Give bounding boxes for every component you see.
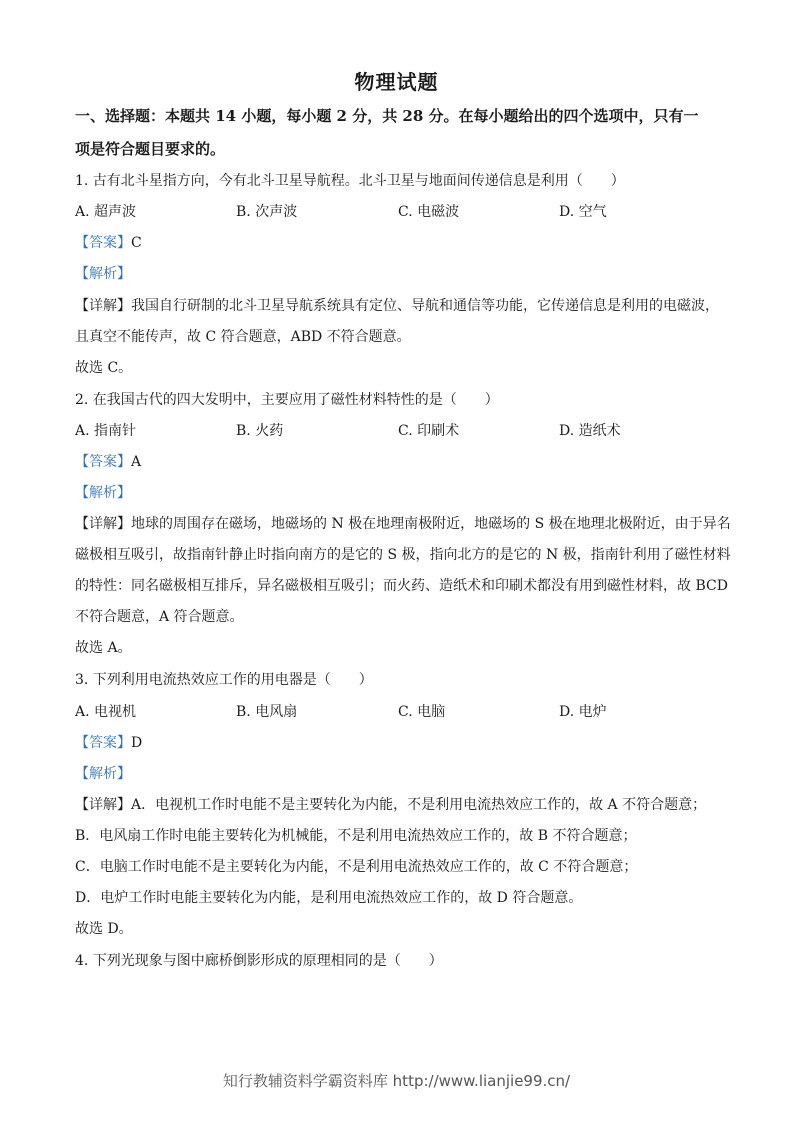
q1-detail-line1 — [75, 296, 725, 316]
section-heading-line1: 一、选择题：本题共 14 小题，每小题 2 分，共 28 分。在每小题给出的四个选项中，只有一 — [75, 107, 699, 125]
q3-analysis-tag: 【解析】 — [75, 766, 131, 782]
q2-stem: 2. 在我国古代的四大发明中，主要应用了磁性材料特性的是（ ） — [75, 392, 499, 408]
q2-detail-line3: 的特性：同名磁极相互排斥，异名磁极相互吸引；而火药、造纸术和印刷术都没有用到磁性材料，故 BCD — [75, 578, 728, 594]
detail-tag: 【详解】 — [75, 298, 131, 314]
q3-detail-line3: C．电脑工作时电能不是主要转化为内能，不是利用电流热效应工作的，故 C 不符合题意； — [75, 859, 638, 875]
answer-tag: 【答案】 — [75, 235, 131, 251]
q2-detail-line1 — [75, 514, 731, 534]
q2-detail-line2: 磁极相互吸引，故指南针静止时指向南方的是它的 S 极，指向北方的是它的 N 极，指南针利用了磁性材料 — [75, 547, 731, 563]
q2-answer-value: A — [131, 454, 142, 470]
q1-stem: 1. 古有北斗星指方向，今有北斗卫星导航程。北斗卫星与地面间传递信息是利用（ ） — [75, 173, 625, 189]
q1-conclusion: 故选 C。 — [75, 360, 133, 376]
q3-option-a: A. 电视机 — [75, 704, 137, 720]
q1-option-b: B. 次声波 — [236, 204, 298, 220]
q1-option-c: C. 电磁波 — [398, 204, 460, 220]
q3-detail-line1 — [75, 795, 725, 815]
q1-option-a: A. 超声波 — [75, 204, 137, 220]
q3-detail-line2: B．电风扇工作时电能主要转化为机械能，不是利用电流热效应工作的，故 B 不符合题意； — [75, 828, 637, 844]
q2-option-d: D. 造纸术 — [559, 423, 621, 439]
q3-conclusion: 故选 D。 — [75, 921, 133, 937]
q1-analysis-tag: 【解析】 — [75, 266, 131, 282]
page-title: 物理试题 — [354, 70, 439, 94]
answer-tag: 【答案】 — [75, 735, 131, 751]
q3-option-b: B. 电风扇 — [236, 704, 298, 720]
q2-option-b: B. 火药 — [236, 423, 284, 439]
q1-answer — [75, 233, 725, 253]
q2-conclusion: 故选 A。 — [75, 640, 132, 656]
q1-answer-value: C — [131, 235, 142, 251]
q2-option-c: C. 印刷术 — [398, 423, 460, 439]
footer-watermark: 知行教辅资料学霸资料库 http://www.lianjie99.cn/ — [222, 1072, 571, 1090]
q3-detail-line4: D．电炉工作时电能主要转化为内能，是利用电流热效应工作的，故 D 符合题意。 — [75, 890, 583, 906]
q3-stem: 3. 下列利用电流热效应工作的用电器是（ ） — [75, 672, 373, 688]
q2-detail-text1: 地球的周围存在磁场，地磁场的 N 极在地理南极附近，地磁场的 S 极在地理北极附近，由于异名 — [131, 516, 731, 532]
q2-analysis-tag: 【解析】 — [75, 485, 131, 501]
detail-tag: 【详解】 — [75, 797, 131, 813]
section-heading-line2: 项是符合题目要求的。 — [75, 140, 226, 158]
q3-detail-text1: A．电视机工作时电能不是主要转化为内能，不是利用电流热效应工作的，故 A 不符合题意； — [131, 797, 707, 813]
q1-detail-text1: 我国自行研制的北斗卫星导航系统具有定位、导航和通信等功能，它传递信息是利用的电磁波， — [131, 298, 719, 314]
q4-stem: 4. 下列光现象与图中廊桥倒影形成的原理相同的是（ ） — [75, 953, 443, 969]
q1-detail-line2: 且真空不能传声，故 C 符合题意，ABD 不符合题意。 — [75, 329, 411, 345]
q2-detail-line4: 不符合题意，A 符合题意。 — [75, 609, 244, 625]
q2-option-a: A. 指南针 — [75, 423, 137, 439]
answer-tag: 【答案】 — [75, 454, 131, 470]
q1-option-d: D. 空气 — [559, 204, 607, 220]
detail-tag: 【详解】 — [75, 516, 131, 532]
q2-answer — [75, 452, 725, 472]
q3-answer — [75, 733, 725, 753]
q3-option-c: C. 电脑 — [398, 704, 446, 720]
q3-answer-value: D — [131, 735, 143, 751]
q3-option-d: D. 电炉 — [559, 704, 607, 720]
